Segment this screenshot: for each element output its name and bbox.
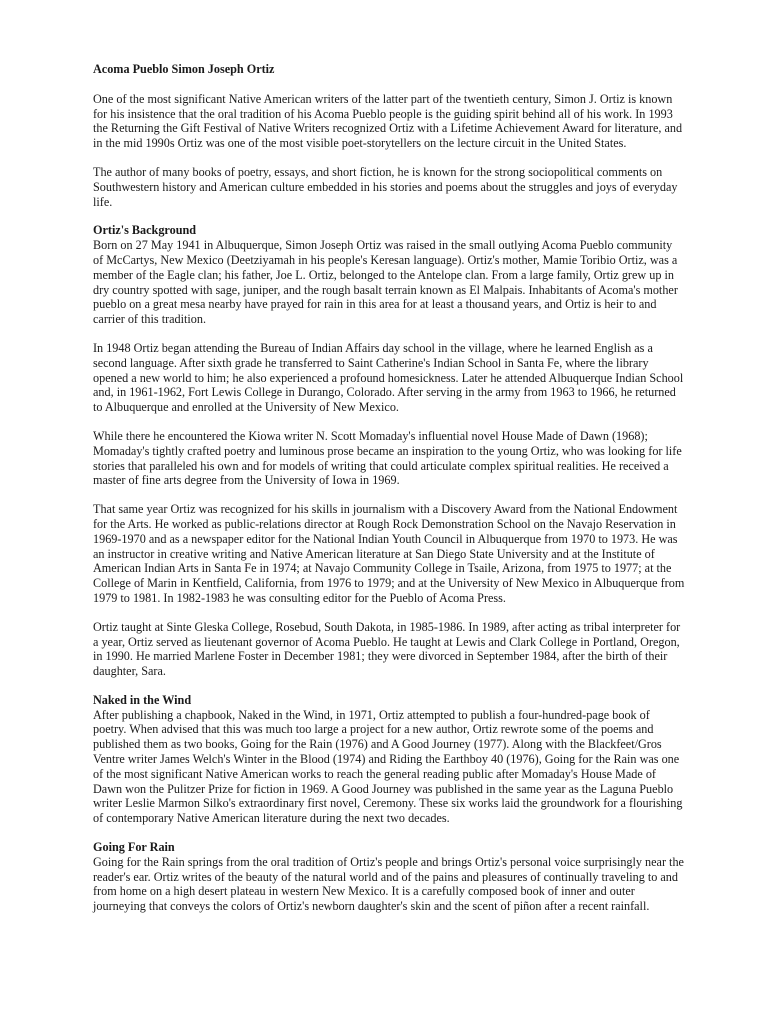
- section-heading-going-for-rain: Going For Rain: [93, 840, 175, 855]
- section-naked-in-the-wind: [93, 693, 685, 826]
- document-page: [93, 62, 685, 928]
- naked-paragraph: After publishing a chapbook, Naked in the Wind, in 1971, Ortiz attempted to publish a four-hundred-page book of poetry. When advised that this was much too large a project for a new author, Ortiz rewrote some of the poems and published them as two books, Going for the Rain (1976) and A Good Journey (1977). Along with the Blackfeet/Gros Ventre writer James Welch's Winter in the Blood (1974) and Riding the Earthboy 40 (1976), Going for the Rain was one of the most significant Native American works to reach the general reading public after Momaday's House Made of Dawn won the Pulitzer Prize for fiction in 1969. A Good Journey was published in the same year as the Laguna Pueblo writer Leslie Marmon Silko's extraordinary first novel, Ceremony. These six works laid the groundwork for a flourishing of contemporary Native American literature during the next two decades.: [93, 707, 683, 826]
- section-going-for-rain: [93, 840, 685, 914]
- section-heading-naked-in-the-wind: Naked in the Wind: [93, 692, 192, 707]
- rain-paragraph: Going for the Rain springs from the oral tradition of Ortiz's people and brings Ortiz's personal voice surprisingly near the reader's ear. Ortiz writes of the beauty of the natural world and of the pains and pleasures of continually traveling to and from home on a high desert plateau in western New Mexico. It is a carefully composed book of inner and outer journeying that conveys the colors of Ortiz's newborn daughter's skin and the scent of piñon after a recent rainfall.: [93, 854, 684, 914]
- intro-paragraph-2: The author of many books of poetry, essays, and short fiction, he is known for the strong sociopolitical comments on Southwestern history and American culture embedded in his stories and poems about the struggles and joys of everyday life.: [93, 164, 678, 209]
- background-paragraph-4: That same year Ortiz was recognized for his skills in journalism with a Discovery Award from the National Endowment for the Arts. He worked as public-relations director at Rough Rock Demonstration School on the Navajo Reservation in 1969-1970 and as a newspaper editor for the National Indian Youth Council in Albuquerque from 1970 to 1973. He was an instructor in creative writing and Native American literature at San Diego State University and at the Institute of American Indian Arts in Santa Fe in 1974; at Navajo Community College in Tsaile, Arizona, from 1975 to 1977; at the College of Marin in Kentfield, California, from 1976 to 1979; and at the University of New Mexico in Albuquerque from 1979 to 1981. In 1982-1983 he was consulting editor for the Pueblo of Acoma Press.: [93, 502, 685, 605]
- section-background: [93, 223, 685, 679]
- intro-paragraph-1: One of the most significant Native American writers of the latter part of the twentieth century, Simon J. Ortiz is known for his insistence that the oral tradition of his Acoma Pueblo people is the guiding spirit behind all of his work. In 1993 the Returning the Gift Festival of Native Writers recognized Ortiz with a Lifetime Achievement Award for literature, and in the mid 1990s Ortiz was one of the most visible poet-storytellers on the lecture circuit in the United States.: [93, 91, 683, 151]
- background-paragraph-5: Ortiz taught at Sinte Gleska College, Rosebud, South Dakota, in 1985-1986. In 1989, after acting as tribal interpreter for a year, Ortiz served as lieutenant governor of Acoma Pueblo. He taught at Lewis and Clark College in Portland, Oregon, in 1990. He married Marlene Foster in December 1981; they were divorced in September 1984, after the birth of their daughter, Sara.: [93, 619, 681, 679]
- background-paragraph-2: In 1948 Ortiz began attending the Bureau of Indian Affairs day school in the village, where he learned English as a second language. After sixth grade he transferred to Saint Catherine's Indian School in Santa Fe, where the library opened a new world to him; he also experienced a profound homesickness. Later he attended Albuquerque Indian School and, in 1961-1962, Fort Lewis College in Durango, Colorado. After serving in the army from 1963 to 1966, he returned to Albuquerque and enrolled at the University of New Mexico.: [93, 340, 684, 415]
- section-heading-background: Ortiz's Background: [93, 223, 197, 238]
- document-title: Acoma Pueblo Simon Joseph Ortiz: [93, 62, 275, 76]
- background-paragraph-1: Born on 27 May 1941 in Albuquerque, Simon Joseph Ortiz was raised in the small outlying Acoma Pueblo community of McCartys, New Mexico (Deetziyamah in his people's Keresan language). Ortiz's mother, Mamie Toribio Ortiz, was a member of the Eagle clan; his father, Joe L. Ortiz, belonged to the Antelope clan. From a large family, Ortiz grew up in dry country spotted with sage, juniper, and the rough basalt terrain known as El Malpais. Inhabitants of Acoma's mother pueblo on a great mesa nearby have prayed for rain in this area for at least a thousand years, and Ortiz is heir to and carrier of this tradition.: [93, 238, 678, 327]
- background-paragraph-3: While there he encountered the Kiowa writer N. Scott Momaday's influential novel House Made of Dawn (1968); Momaday's tightly crafted poetry and luminous prose became an inspiration to the young Ortiz, who was looking for life stories that paralleled his own and for models of writing that could articulate complex spiritual realities. He received a master of fine arts degree from the University of Iowa in 1969.: [93, 428, 682, 488]
